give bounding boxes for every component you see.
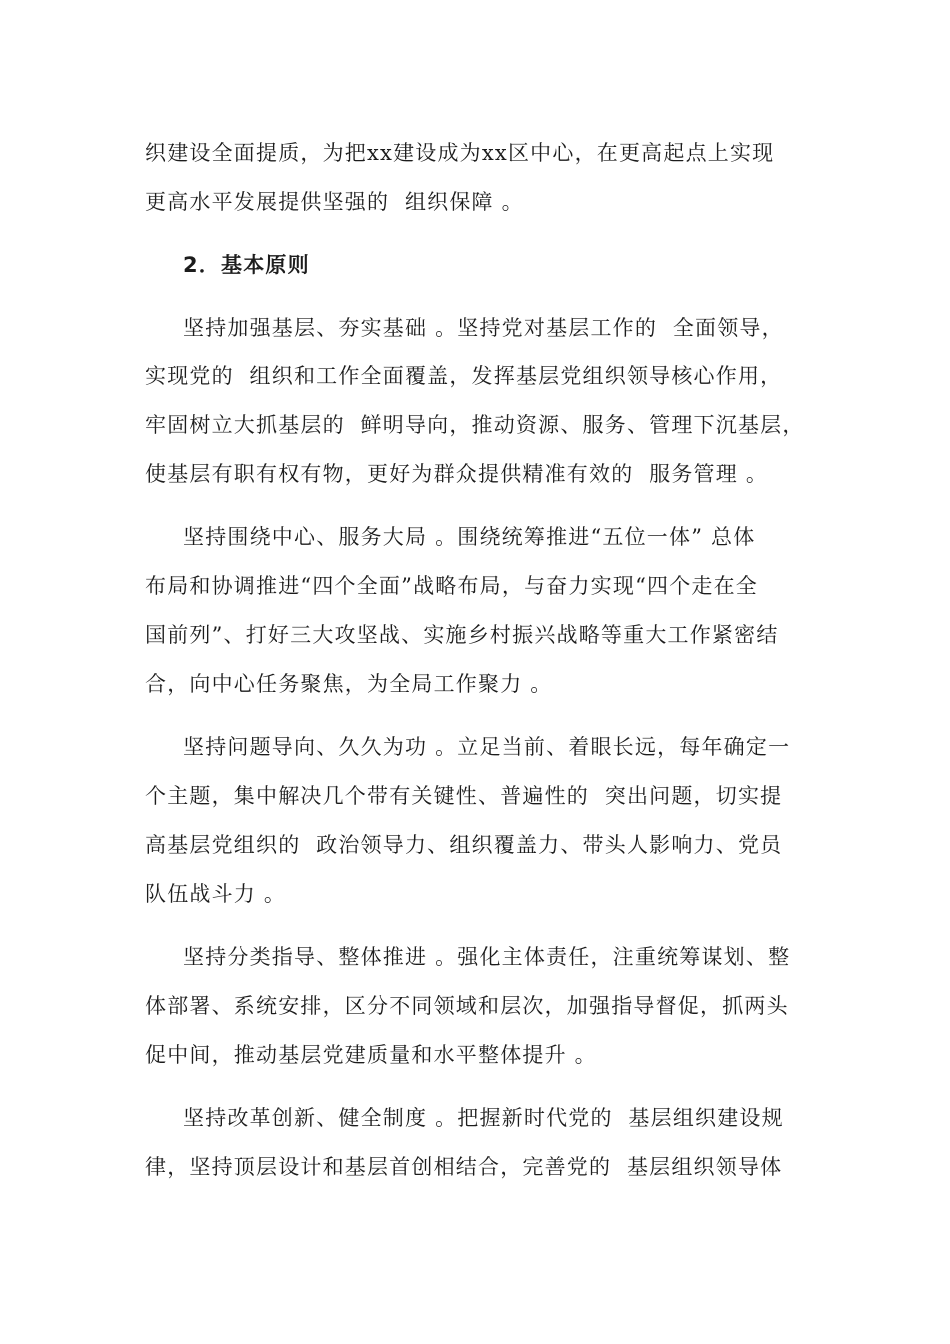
section-heading: 2．基本原则 (183, 253, 310, 277)
text-line: 高基层党组织的 政治领导力、组织覆盖力、带头人影响力、党员 (145, 833, 783, 857)
text-line: 牢固树立大抓基层的 鲜明导向，推动资源、服务、管理下沉基层， (145, 413, 805, 437)
text-line: 体部署、系统安排，区分不同领域和层次，加强指导督促，抓两头 (145, 994, 789, 1018)
text-line: 合，向中心任务聚焦，为全局工作聚力 。 (145, 672, 553, 696)
text-line: 个主题，集中解决几个带有关键性、普遍性的 突出问题，切实提 (145, 784, 783, 808)
paragraph-first-line: 坚持加强基层、夯实基础 。坚持党对基层工作的 全面领导， (183, 316, 784, 340)
text-line: 律，坚持顶层设计和基层首创相结合，完善党的 基层组织领导体 (145, 1155, 783, 1179)
paragraph-first-line: 坚持问题导向、久久为功 。立足当前、着眼长远，每年确定一 (183, 735, 791, 759)
text-line: 国前列”、打好三大攻坚战、实施乡村振兴战略等重大工作紧密结 (145, 623, 779, 647)
text-line: 使基层有职有权有物，更好为群众提供精准有效的 服务管理 。 (145, 462, 769, 486)
paragraph-first-line: 坚持分类指导、整体推进 。强化主体责任，注重统筹谋划、整 (183, 945, 791, 969)
text-line: 实现党的 组织和工作全面覆盖，发挥基层党组织领导核心作用， (145, 364, 783, 388)
text-line: 更高水平发展提供坚强的 组织保障 。 (145, 190, 524, 214)
text-line: 织建设全面提质，为把xx建设成为xx区中心，在更高起点上实现 (145, 141, 775, 165)
paragraph-first-line: 坚持改革创新、健全制度 。把握新时代党的 基层组织建设规 (183, 1106, 784, 1130)
text-line: 布局和协调推进“四个全面”战略布局，与奋力实现“四个走在全 (145, 574, 759, 598)
paragraph-first-line: 坚持围绕中心、服务大局 。围绕统筹推进“五位一体” 总体 (183, 525, 756, 549)
text-line: 促中间，推动基层党建质量和水平整体提升 。 (145, 1043, 597, 1067)
text-line: 队伍战斗力 。 (145, 882, 287, 906)
